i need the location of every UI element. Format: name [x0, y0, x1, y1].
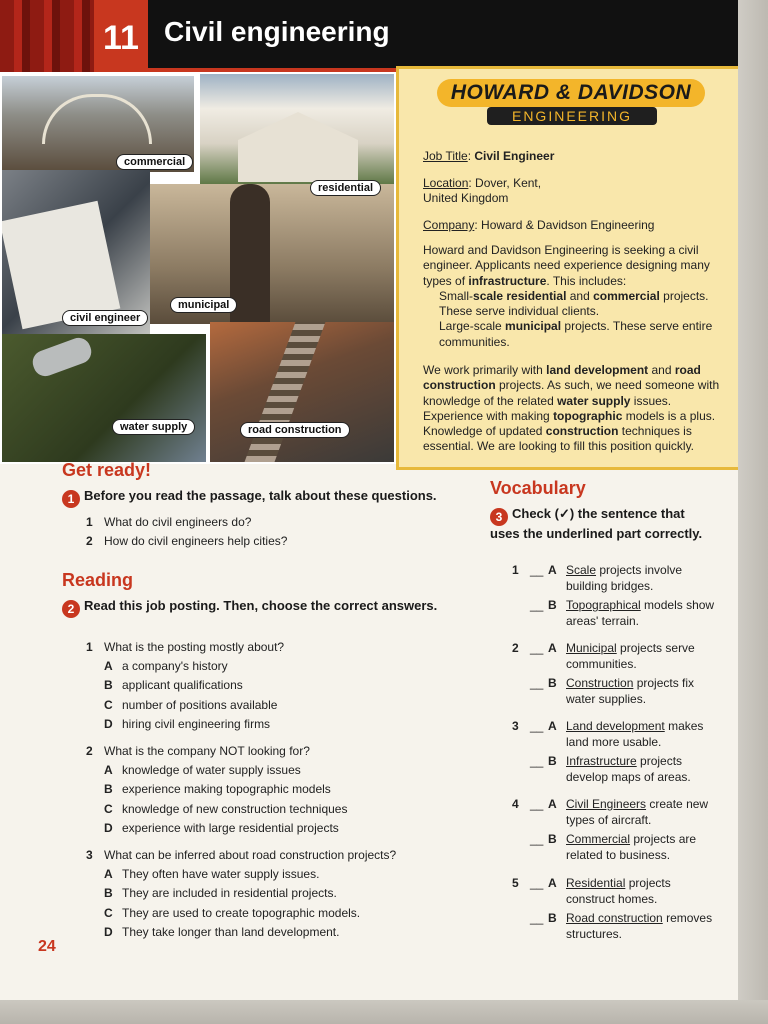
- para1-small: Small-: [439, 288, 474, 303]
- question-text: How do civil engineers help cities?: [104, 534, 288, 548]
- option-letter: A: [548, 876, 557, 890]
- job-title-value: Civil Engineer: [474, 149, 555, 163]
- term-construction: construction: [545, 424, 619, 439]
- option-letter: B: [548, 676, 557, 690]
- term-scale-residential: scale residential: [473, 288, 567, 303]
- pipe-shape: [29, 335, 94, 380]
- sentence-rest: projects develop maps of areas.: [566, 754, 691, 784]
- company-label: Company: [423, 218, 475, 232]
- underlined-term: Topographical: [566, 598, 641, 612]
- sentence-rest: makes land more usable.: [566, 719, 704, 749]
- question-number: 2: [86, 744, 93, 758]
- question-text: What can be inferred about road construction projects?: [104, 848, 397, 862]
- answer-option[interactable]: [104, 763, 301, 777]
- house-shape: [238, 112, 358, 182]
- company-logo-subtitle: ENGINEERING: [487, 107, 657, 125]
- underlined-term: Land development: [566, 719, 665, 733]
- option-text: experience making topographic models: [122, 782, 331, 796]
- rebar-shape: [245, 322, 326, 462]
- get-ready-question: [86, 515, 251, 529]
- vocabulary-number: 3: [490, 508, 508, 526]
- job-posting: [396, 66, 738, 470]
- option-letter: B: [548, 832, 557, 846]
- company-field: Company: Howard & Davidson Engineering: [423, 218, 655, 232]
- vocab-item: [512, 876, 722, 946]
- question-text: What is the company NOT looking for?: [104, 744, 310, 758]
- term-commercial: commercial: [593, 288, 660, 303]
- option-letter: D: [104, 717, 113, 731]
- option-text: They often have water supply issues.: [122, 867, 320, 881]
- answer-option[interactable]: [104, 698, 277, 712]
- road-construction-photo: [210, 322, 394, 462]
- vocab-item-number: 4: [512, 797, 519, 811]
- job-title-field: Job Title: Civil Engineer: [423, 149, 555, 163]
- location-value-line2: United Kingdom: [423, 191, 509, 205]
- get-ready-instruction: [62, 488, 482, 508]
- answer-option[interactable]: [104, 925, 339, 939]
- para1-and: and: [566, 288, 594, 303]
- option-text: They are included in residential projects.: [122, 886, 337, 900]
- para1-small-line: [423, 289, 731, 304]
- check-blank[interactable]: __: [530, 797, 544, 811]
- para1-projects: projects.: [659, 288, 709, 303]
- tag-residential: residential: [310, 180, 381, 196]
- vocab-item-number: 2: [512, 641, 519, 655]
- para2-f: techniques is essential. We are looking to fill this position quickly.: [423, 424, 695, 454]
- term-road-construction: road construction: [423, 363, 701, 393]
- unit-number: 11: [94, 0, 148, 86]
- option-letter: D: [104, 925, 113, 939]
- para1-large: Large-scale: [439, 319, 506, 334]
- sentence-rest: removes structures.: [566, 911, 713, 941]
- check-blank[interactable]: __: [530, 876, 544, 890]
- vocab-sentence-b: [566, 676, 716, 707]
- underlined-term: Scale: [566, 563, 597, 577]
- option-letter: A: [104, 867, 113, 881]
- vocab-item: [512, 797, 722, 867]
- check-blank[interactable]: __: [530, 676, 544, 690]
- option-letter: A: [548, 641, 557, 655]
- para2-c: projects. As such, we need someone with knowledge of the related: [423, 378, 720, 408]
- sentence-rest: projects involve building bridges.: [566, 563, 683, 593]
- location-label: Location: [423, 176, 469, 190]
- company-logo: HOWARD & DAVIDSON: [437, 79, 705, 107]
- underlined-term: Road construction: [566, 911, 663, 925]
- option-text: hiring civil engineering firms: [122, 717, 271, 731]
- check-blank[interactable]: __: [530, 754, 544, 768]
- question-number: 2: [86, 534, 93, 548]
- check-blank[interactable]: __: [530, 641, 544, 655]
- term-topographic: topographic: [553, 408, 623, 423]
- option-letter: B: [548, 598, 557, 612]
- vocab-sentence-b: [566, 754, 716, 785]
- tag-water-supply: water supply: [112, 419, 195, 435]
- job-title-label: Job Title: [423, 149, 468, 163]
- question-number: 3: [86, 848, 93, 862]
- check-blank[interactable]: __: [530, 563, 544, 577]
- option-letter: A: [548, 797, 557, 811]
- option-text: They are used to create topographic models.: [122, 906, 361, 920]
- reading-question: [86, 640, 284, 654]
- option-letter: B: [548, 754, 557, 768]
- answer-option[interactable]: [104, 782, 331, 796]
- check-blank[interactable]: __: [530, 719, 544, 733]
- get-ready-question: [86, 534, 287, 548]
- underlined-term: Construction: [566, 676, 634, 690]
- option-letter: D: [104, 821, 113, 835]
- vocab-item-number: 3: [512, 719, 519, 733]
- para2-d: issues. Experience with making: [423, 393, 672, 423]
- sentence-rest: projects construct homes.: [566, 876, 671, 906]
- posting-paragraph-1: [423, 243, 731, 350]
- location-field: Location: Dover, Kent, United Kingdom: [423, 176, 542, 205]
- vocab-item: [512, 641, 722, 711]
- para1-large-line: [423, 319, 731, 350]
- vocab-sentence-b: [566, 598, 716, 629]
- sentence-rest: projects fix water supplies.: [566, 676, 695, 706]
- option-text: knowledge of water supply issues: [122, 763, 301, 777]
- underlined-term: Residential: [566, 876, 626, 890]
- question-text: What is the posting mostly about?: [104, 640, 285, 654]
- vocab-item: [512, 563, 722, 633]
- vocab-sentence-b: [566, 832, 716, 863]
- option-letter: B: [104, 782, 113, 796]
- underlined-term: Infrastructure: [566, 754, 637, 768]
- tag-civil-engineer: civil engineer: [62, 310, 148, 326]
- question-text: What do civil engineers do?: [104, 515, 252, 529]
- vocab-item-number: 5: [512, 876, 519, 890]
- water-supply-photo: [2, 334, 206, 462]
- vocab-item: [512, 719, 722, 789]
- option-text: They take longer than land development.: [122, 925, 340, 939]
- page-edge-shadow: [738, 0, 768, 1024]
- option-letter: B: [104, 678, 113, 692]
- term-water-supply: water supply: [557, 393, 631, 408]
- sentence-rest: projects are related to business.: [566, 832, 697, 862]
- location-value-line1: Dover, Kent,: [475, 176, 542, 190]
- sentence-rest: create new types of aircraft.: [566, 797, 709, 827]
- question-number: 1: [86, 640, 93, 654]
- residential-photo: [200, 74, 394, 190]
- para1-serve-line: These serve individual clients.: [439, 304, 600, 319]
- option-text: applicant qualifications: [122, 678, 243, 692]
- get-ready-heading: Get ready!: [62, 460, 152, 480]
- check-blank[interactable]: __: [530, 911, 544, 925]
- page-bottom-shadow: [0, 1000, 768, 1024]
- reading-number: 2: [62, 600, 80, 618]
- option-letter: B: [104, 886, 113, 900]
- check-blank[interactable]: __: [530, 832, 544, 846]
- term-infrastructure: infrastructure: [468, 273, 547, 288]
- option-text: number of positions available: [122, 698, 278, 712]
- get-ready-number: 1: [62, 490, 80, 508]
- company-value: Howard & Davidson Engineering: [481, 218, 655, 232]
- option-letter: A: [104, 659, 113, 673]
- vocabulary-instruction-text: Check (✓) the sentence that uses the underlined part correctly.: [490, 506, 703, 541]
- option-letter: C: [104, 906, 113, 920]
- answer-option[interactable]: [104, 659, 228, 673]
- option-text: experience with large residential projects: [122, 821, 339, 835]
- vocab-sentence-a: [566, 719, 716, 750]
- answer-option[interactable]: [104, 906, 360, 920]
- para1-text: Howard and Davidson Engineering is seeking a civil engineer. Applicants need experience designing many types of: [423, 243, 710, 288]
- option-letter: B: [548, 911, 557, 925]
- answer-option[interactable]: [104, 886, 337, 900]
- reading-heading: Reading: [62, 570, 134, 590]
- vocabulary-heading: Vocabulary: [490, 478, 586, 498]
- reading-question: [86, 848, 396, 862]
- option-letter: A: [548, 563, 557, 577]
- option-letter: C: [104, 698, 113, 712]
- answer-option[interactable]: [104, 821, 339, 835]
- answer-option[interactable]: [104, 717, 270, 731]
- unit-title: Civil engineering: [164, 16, 390, 47]
- arcade-arch: [42, 94, 152, 144]
- get-ready-instruction-text: Before you read the passage, talk about these questions.: [84, 488, 437, 503]
- vocab-sentence-a: [566, 876, 716, 907]
- check-blank[interactable]: __: [530, 598, 544, 612]
- vocabulary-instruction: [490, 506, 710, 542]
- para1-end: . This includes:: [546, 273, 627, 288]
- answer-option[interactable]: [104, 802, 347, 816]
- tag-commercial: commercial: [116, 154, 193, 170]
- underlined-term: Civil Engineers: [566, 797, 647, 811]
- answer-option[interactable]: [104, 678, 243, 692]
- underlined-term: Commercial: [566, 832, 631, 846]
- term-land-development: land development: [546, 363, 649, 377]
- sentence-rest: models show areas' terrain.: [566, 598, 715, 628]
- option-text: knowledge of new construction techniques: [122, 802, 348, 816]
- vocab-sentence-b: [566, 911, 716, 942]
- reading-question: [86, 744, 310, 758]
- reading-instruction-text: Read this job posting. Then, choose the correct answers.: [84, 598, 438, 613]
- underlined-term: Municipal: [566, 641, 617, 655]
- tag-road-construction: road construction: [240, 422, 350, 438]
- para2-a: We work primarily with: [423, 363, 547, 377]
- answer-option[interactable]: [104, 867, 319, 881]
- para2-b: and: [648, 363, 675, 377]
- vocab-sentence-a: [566, 641, 716, 672]
- term-municipal: municipal: [505, 319, 562, 334]
- option-letter: A: [548, 719, 557, 733]
- question-number: 1: [86, 515, 93, 529]
- option-letter: A: [104, 763, 113, 777]
- photo-collage: [0, 72, 396, 464]
- option-text: a company's history: [122, 659, 228, 673]
- sentence-rest: projects serve communities.: [566, 641, 695, 671]
- para1-large-end: projects. These serve entire communities.: [439, 319, 713, 349]
- option-letter: C: [104, 802, 113, 816]
- page-number: 24: [38, 938, 56, 955]
- vocab-sentence-a: [566, 563, 716, 594]
- tag-municipal: municipal: [170, 297, 237, 313]
- posting-paragraph-2: [423, 363, 731, 455]
- para2-e: models is a plus. Knowledge of updated: [423, 408, 716, 439]
- reading-instruction: [62, 598, 442, 618]
- vocab-sentence-a: [566, 797, 716, 828]
- vocab-item-number: 1: [512, 563, 519, 577]
